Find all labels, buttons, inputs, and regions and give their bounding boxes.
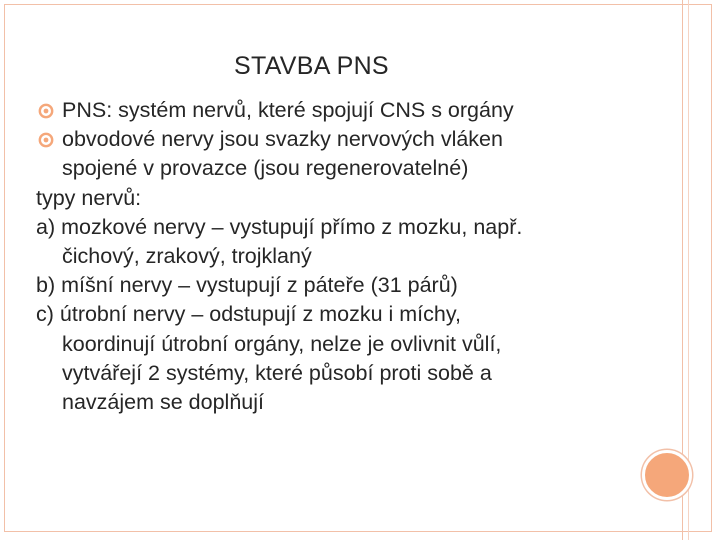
line-text: spojené v provazce (jsou regenerovatelné): [62, 156, 469, 181]
bullet-line: [36, 96, 676, 125]
line-text: vytvářejí 2 systémy, které působí proti sobě a: [62, 360, 492, 385]
orange-circle-bullet-icon: [38, 132, 54, 148]
text-line: [36, 213, 676, 242]
continuation-line: [36, 388, 676, 417]
bullet-line: [36, 125, 676, 154]
continuation-line: [36, 242, 676, 271]
continuation-line: [36, 330, 676, 359]
frame-vertical-line-inner: [688, 0, 689, 540]
slide-content: [36, 96, 676, 417]
line-text: obvodové nervy jsou svazky nervových vláken: [62, 127, 503, 152]
continuation-line: [36, 154, 676, 183]
line-text: koordinují útrobní orgány, nelze je ovlivnit vůlí,: [62, 331, 502, 356]
decorative-circle: [642, 450, 692, 500]
continuation-line: [36, 359, 676, 388]
slide-title: STAVBA PNS: [234, 52, 389, 80]
text-line: [36, 271, 676, 300]
orange-circle-bullet-icon: [38, 103, 54, 119]
line-text: čichový, zrakový, trojklaný: [62, 243, 312, 268]
line-text: a) mozkové nervy – vystupují přímo z mozku, např.: [36, 214, 523, 239]
line-text: typy nervů:: [36, 185, 142, 210]
line-text: PNS: systém nervů, které spojují CNS s orgány: [62, 98, 514, 122]
line-text: b) míšní nervy – vystupují z páteře (31 párů): [36, 273, 458, 298]
line-text: c) útrobní nervy – odstupují z mozku i míchy,: [36, 302, 461, 327]
line-text: navzájem se doplňují: [62, 389, 264, 414]
text-line: [36, 300, 676, 329]
text-line: [36, 184, 676, 213]
